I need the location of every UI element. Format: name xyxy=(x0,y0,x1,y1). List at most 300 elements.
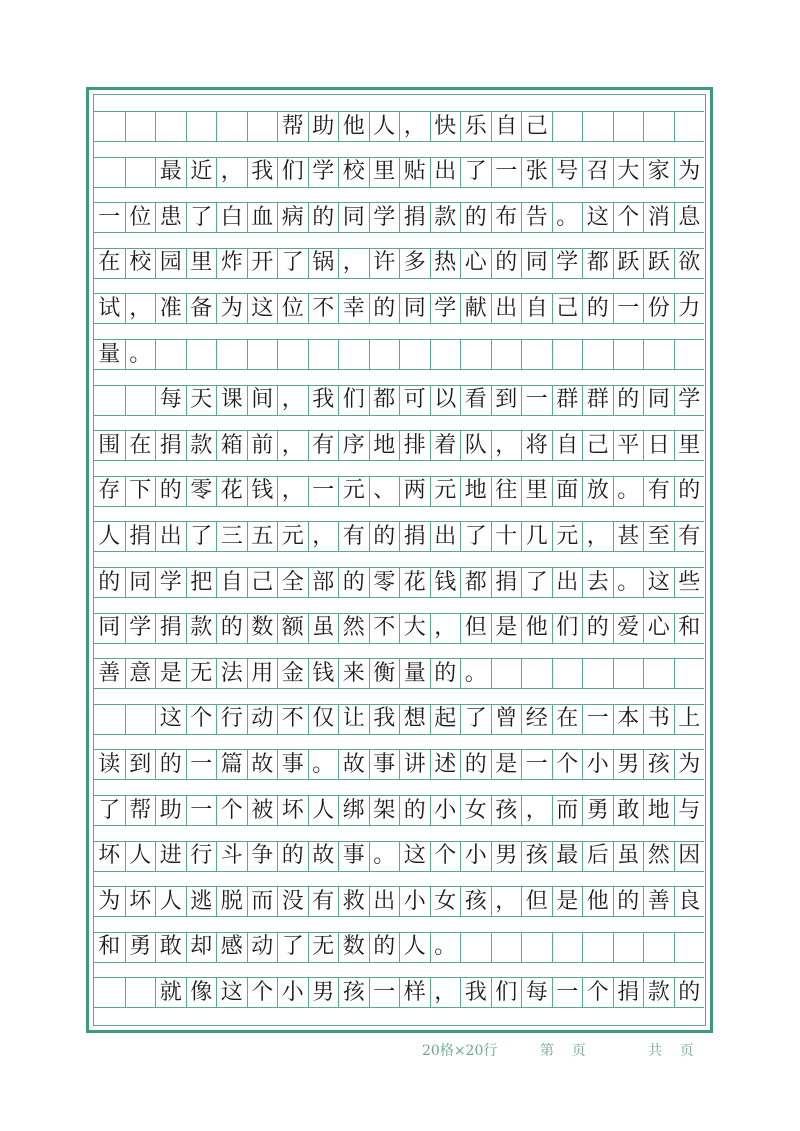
grid-cell: 许 xyxy=(369,249,400,278)
grid-cell: 的 xyxy=(674,477,705,506)
grid-cell: 量 xyxy=(98,341,121,367)
grid-cell: 的 xyxy=(338,568,369,597)
grid-cell xyxy=(491,933,522,962)
grid-cell: 家 xyxy=(643,158,674,187)
grid-cell: 把 xyxy=(186,568,217,597)
grid-cell: 为 xyxy=(98,888,121,914)
grid-cell: 有 xyxy=(308,431,339,460)
grid-cell: 消 xyxy=(643,203,674,232)
grid-cell: 学 xyxy=(369,203,400,232)
grid-cell: 校 xyxy=(338,158,369,187)
grid-cell: 。 xyxy=(552,203,583,232)
grid-cell: 里 xyxy=(674,431,705,460)
composition-grid-sheet xyxy=(86,87,713,1033)
grid-cell: 捐 xyxy=(613,978,644,1007)
grid-cell xyxy=(186,340,217,369)
grid-cell xyxy=(552,340,583,369)
grid-cell: 事 xyxy=(369,750,400,779)
grid-cell xyxy=(125,978,156,1007)
grid-cell: 元 xyxy=(338,477,369,506)
grid-cell: 队 xyxy=(460,431,491,460)
grid-cell: 下 xyxy=(125,477,156,506)
grid-cell: 的 xyxy=(155,750,186,779)
grid-cell: 让 xyxy=(338,705,369,734)
grid-cell: 故 xyxy=(338,750,369,779)
grid-cell: 往 xyxy=(491,477,522,506)
grid-cell: 助 xyxy=(155,796,186,825)
grid-cell: 心 xyxy=(643,614,674,643)
grid-cell: 。 xyxy=(308,750,339,779)
grid-cell: 一 xyxy=(521,386,552,415)
grid-cell: 白 xyxy=(216,203,247,232)
grid-cell: 个 xyxy=(430,842,461,871)
grid-cell: 的 xyxy=(674,978,705,1007)
grid-row xyxy=(94,658,704,689)
grid-cell: 同 xyxy=(338,203,369,232)
grid-row xyxy=(94,841,704,872)
grid-cell: 零 xyxy=(186,477,217,506)
grid-cell: 献 xyxy=(460,294,491,323)
grid-cell: 。 xyxy=(613,568,644,597)
grid-cell: 行 xyxy=(186,842,217,871)
grid-row xyxy=(94,567,704,598)
grid-cell: ， xyxy=(399,112,430,141)
grid-cell: 们 xyxy=(552,614,583,643)
grid-cell: 爱 xyxy=(613,614,644,643)
grid-cell: 的 xyxy=(369,294,400,323)
grid-cell: 小 xyxy=(430,796,461,825)
grid-cell: 元 xyxy=(277,522,308,551)
grid-cell xyxy=(643,340,674,369)
grid-cell: 这 xyxy=(643,568,674,597)
grid-cell: 出 xyxy=(430,158,461,187)
grid-cell: 想 xyxy=(399,705,430,734)
grid-cell: 围 xyxy=(98,432,121,458)
grid-cell: 上 xyxy=(674,705,705,734)
grid-cell: 像 xyxy=(186,978,217,1007)
grid-cell: 地 xyxy=(643,796,674,825)
grid-cell: 开 xyxy=(247,249,278,278)
grid-cell: 为 xyxy=(674,158,705,187)
grid-cell: 贴 xyxy=(399,158,430,187)
grid-cell xyxy=(94,978,125,1007)
grid-cell: 不 xyxy=(369,614,400,643)
grid-cell: 一 xyxy=(369,978,400,1007)
grid-cell: 自 xyxy=(216,568,247,597)
grid-cell: 自 xyxy=(491,112,522,141)
grid-cell xyxy=(369,340,400,369)
grid-cell xyxy=(613,659,644,688)
grid-cell: 和 xyxy=(98,934,121,960)
grid-cell: 仅 xyxy=(308,705,339,734)
grid-cell xyxy=(552,659,583,688)
grid-cell: 动 xyxy=(247,933,278,962)
grid-cell: 跃 xyxy=(613,249,644,278)
grid-cell: 我 xyxy=(369,705,400,734)
grid-cell: 孩 xyxy=(338,978,369,1007)
grid-cell: 为 xyxy=(216,294,247,323)
grid-cell: 乐 xyxy=(460,112,491,141)
grid-cell: 自 xyxy=(552,431,583,460)
grid-cell: 张 xyxy=(521,158,552,187)
grid-cell: 一 xyxy=(186,750,217,779)
grid-cell: 经 xyxy=(521,705,552,734)
grid-cell xyxy=(460,340,491,369)
grid-cell: 的 xyxy=(613,887,644,916)
grid-cell xyxy=(674,933,705,962)
grid-cell: 的 xyxy=(369,522,400,551)
grid-cell: 排 xyxy=(399,431,430,460)
grid-cell: 同 xyxy=(521,249,552,278)
grid-cell xyxy=(643,659,674,688)
grid-cell xyxy=(491,659,522,688)
grid-cell: ， xyxy=(277,431,308,460)
grid-cell: 敢 xyxy=(155,933,186,962)
grid-cell xyxy=(460,933,491,962)
grid-cell: 的 xyxy=(613,386,644,415)
grid-cell: 有 xyxy=(308,887,339,916)
grid-cell: 、 xyxy=(369,477,400,506)
grid-cell xyxy=(491,340,522,369)
grid-cell: 孩 xyxy=(521,842,552,871)
grid-cell: 勇 xyxy=(582,796,613,825)
grid-cell: 了 xyxy=(186,522,217,551)
grid-cell: 男 xyxy=(308,978,339,1007)
grid-cell: 一 xyxy=(582,705,613,734)
grid-cell: 准 xyxy=(155,294,186,323)
grid-cell: 将 xyxy=(521,431,552,460)
grid-cell: 一 xyxy=(552,978,583,1007)
grid-row xyxy=(94,430,704,461)
grid-cell: 脱 xyxy=(216,887,247,916)
grid-cell: 的 xyxy=(430,659,461,688)
grid-cell: 是 xyxy=(491,750,522,779)
grid-cell: 我 xyxy=(460,978,491,1007)
grid-cell: 善 xyxy=(98,660,121,686)
grid-cell: 。 xyxy=(430,933,461,962)
grid-cell: 我 xyxy=(247,158,278,187)
grid-cell: 每 xyxy=(155,386,186,415)
grid-row xyxy=(94,795,704,826)
grid-cell: 在 xyxy=(125,431,156,460)
grid-cell: 力 xyxy=(674,294,705,323)
grid-cell: 零 xyxy=(369,568,400,597)
grid-cell: 了 xyxy=(186,203,217,232)
grid-row xyxy=(94,385,704,416)
grid-cell: 有 xyxy=(643,477,674,506)
grid-cell: 人 xyxy=(399,933,430,962)
grid-cell: 以 xyxy=(430,386,461,415)
grid-cell: 的 xyxy=(369,933,400,962)
grid-cell: 但 xyxy=(460,614,491,643)
title-row xyxy=(94,111,704,142)
grid-cell: 虽 xyxy=(308,614,339,643)
grid-row xyxy=(94,293,704,324)
grid-cell: 捐 xyxy=(155,614,186,643)
grid-cell: 述 xyxy=(430,750,461,779)
grid-inner-frame xyxy=(93,94,706,1026)
grid-row xyxy=(94,157,704,188)
grid-cell: ， xyxy=(582,522,613,551)
grid-cell: 小 xyxy=(399,887,430,916)
grid-cell: 然 xyxy=(338,614,369,643)
grid-cell: 他 xyxy=(338,112,369,141)
grid-cell: 多 xyxy=(399,249,430,278)
grid-cell: 故 xyxy=(247,750,278,779)
grid-cell: 在 xyxy=(98,250,121,276)
grid-cell: 而 xyxy=(552,796,583,825)
grid-cell: 大 xyxy=(613,158,644,187)
grid-cell: 来 xyxy=(338,659,369,688)
grid-cell: 出 xyxy=(155,522,186,551)
grid-cell: 斗 xyxy=(216,842,247,871)
grid-cell: 他 xyxy=(582,887,613,916)
grid-cell: 去 xyxy=(582,568,613,597)
grid-cell: 们 xyxy=(277,158,308,187)
grid-cell: 自 xyxy=(521,294,552,323)
grid-cell: 里 xyxy=(521,477,552,506)
grid-cell: 份 xyxy=(643,294,674,323)
grid-cell: 一 xyxy=(308,477,339,506)
grid-cell: 孩 xyxy=(643,750,674,779)
grid-cell xyxy=(674,659,705,688)
grid-cell: 告 xyxy=(521,203,552,232)
grid-cell: 患 xyxy=(155,203,186,232)
grid-row xyxy=(94,248,704,279)
grid-cell: 位 xyxy=(125,203,156,232)
grid-cell: 花 xyxy=(216,477,247,506)
grid-cell: 数 xyxy=(338,933,369,962)
grid-cell: 个 xyxy=(552,750,583,779)
grid-cell: 序 xyxy=(338,431,369,460)
grid-cell: 了 xyxy=(98,797,121,823)
grid-cell xyxy=(247,112,278,141)
grid-cell xyxy=(521,933,552,962)
grid-cell: 平 xyxy=(613,431,644,460)
grid-cell: 心 xyxy=(460,249,491,278)
grid-cell: 人 xyxy=(308,796,339,825)
grid-cell: 面 xyxy=(552,477,583,506)
grid-cell: 的 xyxy=(308,203,339,232)
grid-cell: 学 xyxy=(125,614,156,643)
grid-cell: 个 xyxy=(582,978,613,1007)
grid-cell: 意 xyxy=(125,659,156,688)
grid-cell: ， xyxy=(277,477,308,506)
grid-cell: ， xyxy=(338,249,369,278)
grid-cell: 小 xyxy=(277,978,308,1007)
grid-cell xyxy=(94,158,125,187)
grid-cell: 出 xyxy=(369,887,400,916)
grid-cell: 故 xyxy=(308,842,339,871)
grid-cell: 位 xyxy=(277,294,308,323)
grid-cell: 最 xyxy=(155,158,186,187)
grid-cell: 小 xyxy=(460,842,491,871)
grid-cell xyxy=(186,112,217,141)
grid-cell xyxy=(552,112,583,141)
grid-cell: 孩 xyxy=(460,887,491,916)
grid-cell: 这 xyxy=(582,203,613,232)
grid-cell: 热 xyxy=(430,249,461,278)
grid-cell: 跃 xyxy=(643,249,674,278)
grid-cell: 被 xyxy=(247,796,278,825)
grid-cell xyxy=(674,340,705,369)
grid-cell: 间 xyxy=(247,386,278,415)
grid-cell: 召 xyxy=(582,158,613,187)
grid-cell: 敢 xyxy=(613,796,644,825)
grid-cell: ， xyxy=(277,386,308,415)
grid-spec-label: 20格×20行 xyxy=(422,1043,498,1059)
grid-cell: 勇 xyxy=(125,933,156,962)
grid-cell: 逃 xyxy=(186,887,217,916)
grid-cell: ， xyxy=(308,522,339,551)
grid-cell: 个 xyxy=(613,203,644,232)
grid-cell: 的 xyxy=(399,796,430,825)
grid-cell xyxy=(94,386,125,415)
grid-cell xyxy=(155,112,186,141)
grid-cell: 助 xyxy=(308,112,339,141)
grid-cell: 血 xyxy=(247,203,278,232)
grid-cell: 个 xyxy=(247,978,278,1007)
grid-cell: 在 xyxy=(552,705,583,734)
grid-cell: 无 xyxy=(308,933,339,962)
grid-cell: 号 xyxy=(552,158,583,187)
grid-cell: 钱 xyxy=(308,659,339,688)
grid-cell xyxy=(582,340,613,369)
grid-cell: 本 xyxy=(613,705,644,734)
grid-cell: 读 xyxy=(98,751,121,777)
grid-cell: ， xyxy=(521,796,552,825)
grid-cell: 的 xyxy=(277,842,308,871)
grid-cell: 讲 xyxy=(399,750,430,779)
grid-cell: 的 xyxy=(582,294,613,323)
grid-cell: 幸 xyxy=(338,294,369,323)
grid-cell: ， xyxy=(491,887,522,916)
grid-cell: 至 xyxy=(643,522,674,551)
grid-cell: 篇 xyxy=(216,750,247,779)
grid-cell: 群 xyxy=(552,386,583,415)
grid-cell: 有 xyxy=(674,522,705,551)
grid-cell: 元 xyxy=(430,477,461,506)
grid-cell: 日 xyxy=(643,431,674,460)
grid-cell: 。 xyxy=(613,477,644,506)
grid-cell: 了 xyxy=(277,933,308,962)
grid-row xyxy=(94,613,704,644)
grid-cell: 炸 xyxy=(216,249,247,278)
grid-cell: 们 xyxy=(338,386,369,415)
grid-cell: 和 xyxy=(674,614,705,643)
grid-row xyxy=(94,932,704,963)
grid-cell: 近 xyxy=(186,158,217,187)
grid-cell: ， xyxy=(430,614,461,643)
grid-cell: 的 xyxy=(155,477,186,506)
grid-cell: 捐 xyxy=(491,568,522,597)
grid-cell: 一 xyxy=(186,796,217,825)
grid-cell: 我 xyxy=(308,386,339,415)
grid-cell: 却 xyxy=(186,933,217,962)
grid-cell: ， xyxy=(430,978,461,1007)
grid-cell: 人 xyxy=(369,112,400,141)
grid-cell: 了 xyxy=(521,568,552,597)
grid-cell: 坏 xyxy=(277,796,308,825)
grid-cell: 人 xyxy=(125,842,156,871)
grid-cell: 甚 xyxy=(613,522,644,551)
grid-cell xyxy=(338,340,369,369)
grid-cell xyxy=(277,340,308,369)
grid-cell: 没 xyxy=(277,887,308,916)
grid-cell: 但 xyxy=(521,887,552,916)
grid-cell: 十 xyxy=(491,522,522,551)
grid-cell: 欲 xyxy=(674,249,705,278)
grid-cell: 大 xyxy=(399,614,430,643)
grid-cell: 一 xyxy=(613,294,644,323)
grid-cell xyxy=(521,340,552,369)
grid-cell: 这 xyxy=(247,294,278,323)
grid-row xyxy=(94,476,704,507)
grid-cell: 放 xyxy=(582,477,613,506)
grid-cell: 。 xyxy=(460,659,491,688)
grid-cell: 们 xyxy=(491,978,522,1007)
grid-cell: 校 xyxy=(125,249,156,278)
grid-cell: 就 xyxy=(155,978,186,1007)
grid-cell: 争 xyxy=(247,842,278,871)
grid-cell: 这 xyxy=(399,842,430,871)
grid-cell: 存 xyxy=(98,478,121,504)
grid-cell: 绑 xyxy=(338,796,369,825)
grid-cell: 出 xyxy=(491,294,522,323)
grid-cell: 坏 xyxy=(125,887,156,916)
grid-cell: 学 xyxy=(308,158,339,187)
grid-cell: 同 xyxy=(98,615,121,641)
grid-cell: 数 xyxy=(247,614,278,643)
grid-cell: 个 xyxy=(186,705,217,734)
grid-cell: 这 xyxy=(216,978,247,1007)
grid-cell: 可 xyxy=(399,386,430,415)
grid-cell: 无 xyxy=(186,659,217,688)
grid-cell: 的 xyxy=(460,750,491,779)
grid-cell: 学 xyxy=(674,386,705,415)
grid-cell xyxy=(582,659,613,688)
grid-cell: 了 xyxy=(460,158,491,187)
grid-cell: 善 xyxy=(643,887,674,916)
grid-cell: 己 xyxy=(521,112,552,141)
grid-cell: 全 xyxy=(277,568,308,597)
grid-cell: 同 xyxy=(643,386,674,415)
grid-row xyxy=(94,749,704,780)
grid-row xyxy=(94,704,704,735)
grid-cell: 地 xyxy=(369,431,400,460)
grid-cell: 学 xyxy=(155,568,186,597)
grid-cell: 每 xyxy=(521,978,552,1007)
grid-cell: 捐 xyxy=(399,203,430,232)
grid-cell: 虽 xyxy=(613,842,644,871)
grid-cell: 一 xyxy=(98,204,121,230)
grid-cell xyxy=(155,340,186,369)
grid-cell: 备 xyxy=(186,294,217,323)
grid-cell: 架 xyxy=(369,796,400,825)
grid-cell xyxy=(125,705,156,734)
grid-cell: 的 xyxy=(582,614,613,643)
grid-cell: 里 xyxy=(369,158,400,187)
grid-cell: 有 xyxy=(338,522,369,551)
grid-cell: 动 xyxy=(247,705,278,734)
grid-cell: 捐 xyxy=(125,522,156,551)
grid-cell: 个 xyxy=(216,796,247,825)
grid-cell xyxy=(643,933,674,962)
grid-cell xyxy=(399,340,430,369)
grid-cell: 用 xyxy=(247,659,278,688)
grid-cell xyxy=(125,386,156,415)
grid-cell xyxy=(308,340,339,369)
